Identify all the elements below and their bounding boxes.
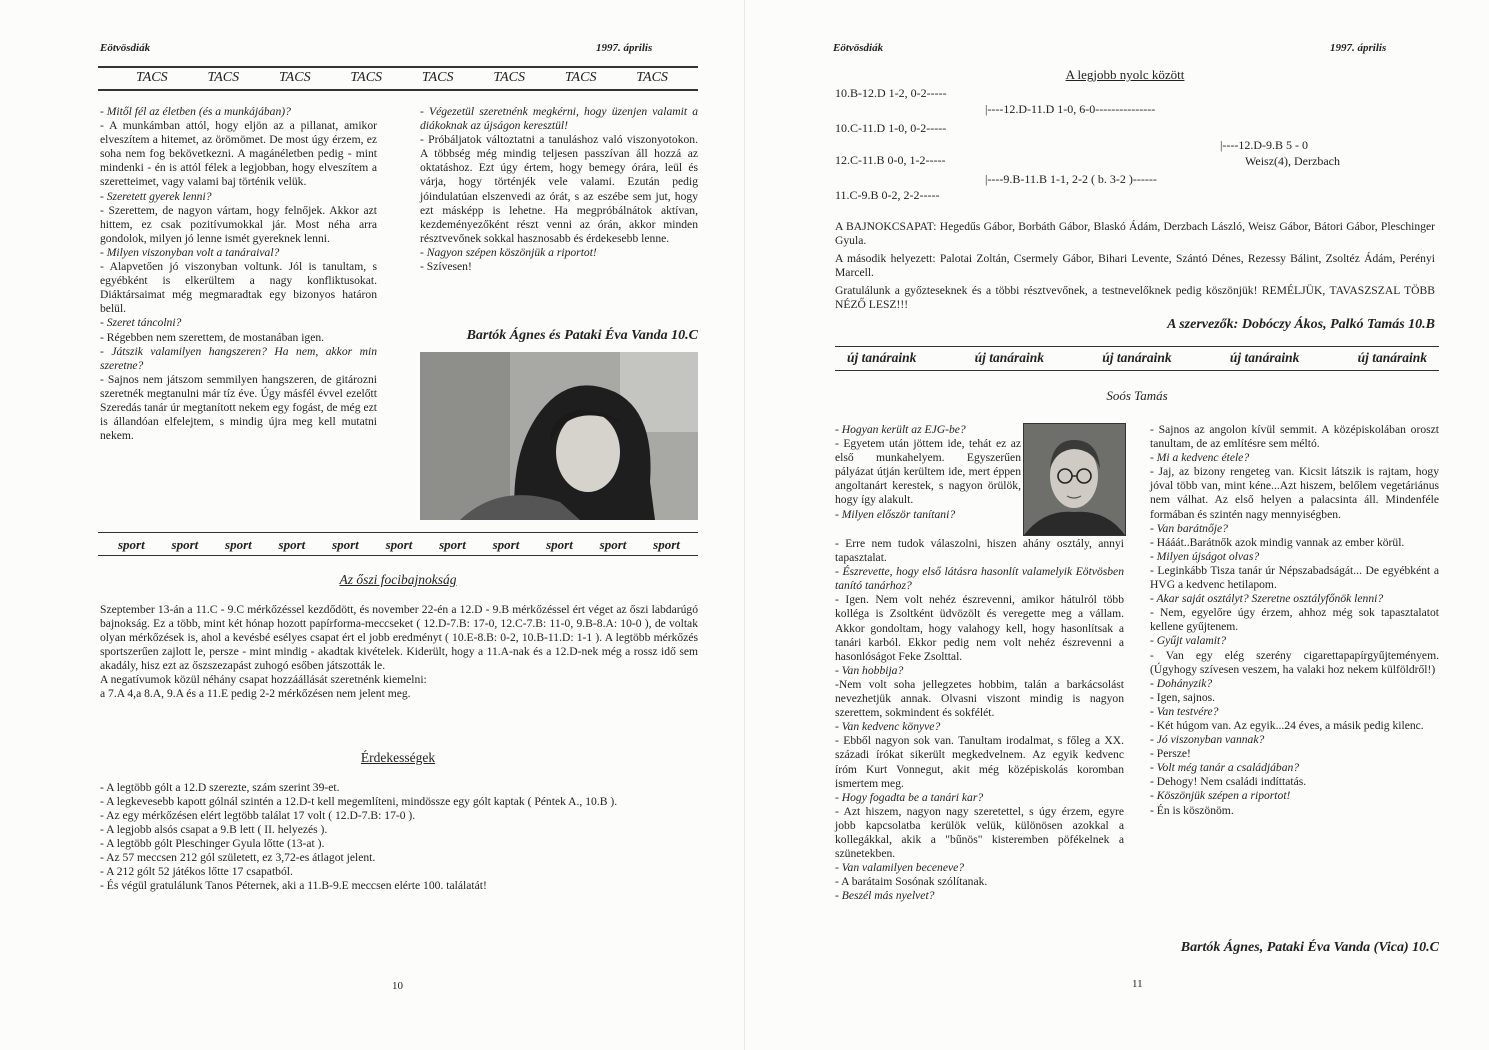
fact-item: - A legtöbb gólt a 12.D szerezte, szám szerint 39-et. <box>100 781 340 794</box>
interview-question: - Köszönjük szépen a riportot! <box>1150 789 1291 803</box>
fact-item: - Az 57 meccsen 212 gól született, ez 3,72-es átlagot jelent. <box>100 851 376 864</box>
bracket-qf-1: 10.B-12.D 1-2, 0-2----- <box>835 86 947 100</box>
teachers-banner-item: új tanáraink <box>974 350 1045 365</box>
left-page <box>0 0 744 1050</box>
interview-answer: - Nem, egyelőre úgy érzem, ahhoz még sok tapasztalatot kellene gyűjtenem. <box>1150 606 1439 634</box>
interview-question: - Milyen újságot olvas? <box>1150 549 1260 563</box>
interview-question: - Van kedvenc könyve? <box>835 720 941 734</box>
fact-item: - A legjobb alsós csapat a 9.B lett ( II. helyezés ). <box>100 823 328 836</box>
teacher-name: Soós Tamás <box>1106 388 1168 403</box>
sport-banner-item: sport <box>599 537 627 552</box>
sport-banner-item: sport <box>385 537 413 552</box>
interview-question: - Milyen viszonyban volt a tanáraival? <box>100 245 280 259</box>
interview-column-2 <box>1150 423 1439 818</box>
interview-question: - Milyen először tanítani? <box>835 507 956 521</box>
interview-column-1 <box>835 537 1124 903</box>
tacs-banner-item: TACS <box>207 70 240 85</box>
header-rule <box>98 66 698 68</box>
interview-question: - Jó viszonyban vannak? <box>1150 733 1265 747</box>
interview-question: - Akar saját osztályt? Szeretne osztályfőnök lenni? <box>1150 592 1384 606</box>
bracket-title: A legjobb nyolc között <box>1065 67 1185 82</box>
sport-banner-item: sport <box>653 537 680 552</box>
interview-signature: Bartók Ágnes és Pataki Éva Vanda 10.C <box>466 328 698 343</box>
interview-question: - Van valamilyen beceneve? <box>835 861 965 875</box>
teachers-rule-top <box>835 346 1439 347</box>
interview-signature: Bartók Ágnes, Pataki Éva Vanda (Vica) 10.C <box>1180 940 1439 955</box>
tacs-banner-item: TACS <box>636 70 668 85</box>
bracket-sf-2: |----9.B-11.B 1-1, 2-2 ( b. 3-2 )------ <box>985 172 1157 186</box>
interview-photo <box>420 352 698 520</box>
interview-answer: - Azt hiszem, nagyon nagy szeretettel, s úgy érzem, egyre jobb kapcsolatba kerülök velük, különösen azokkal a kollegákkal, akik a "bűnös" kisteremben pöfékelnek a szünetekben. <box>835 804 1124 861</box>
interview-question: - Gyűjt valamit? <box>1150 634 1226 648</box>
interview-answer: -Nem volt soha jellegzetes hobbim, talán a barkácsolást nevezhetjük annak. Olvasni viszont mindig is nagyon szerettem, sokmindent és sokfélét. <box>835 677 1124 720</box>
tacs-banner <box>136 70 668 86</box>
interview-answer: - Két húgom van. Az egyik...24 éves, a másik pedig kilenc. <box>1150 718 1424 732</box>
congratulations: Gratulálunk a győzteseknek és a többi résztvevőnek, a testnevelőknek pedig köszönjük! REMÉLJÜK, TAVASZSZAL TÖBB NÉZŐ LESZ!!! <box>835 284 1435 311</box>
teachers-banner-item: új tanáraink <box>1102 350 1172 365</box>
new-teachers-banner <box>847 350 1427 366</box>
teacher-portrait-image <box>1024 424 1125 535</box>
interview-question: - Mi a kedvenc étele? <box>1150 451 1250 465</box>
interview-answer: - Régebben nem szerettem, de mostanában igen. <box>100 330 325 344</box>
interview-question: - Nagyon szépen köszönjük a riportot! <box>420 245 597 259</box>
interview-column-2 <box>420 105 698 274</box>
interview-question: - Beszél más nyelvet? <box>835 889 935 903</box>
interview-answer: - Szerettem, de nagyon vártam, hogy felnőjek. Akkor azt hittem, ez csak pozitívumokkal jár. Most néha arra gondolok, milyen jó lenne ismét gyereknek lenni. <box>100 203 377 245</box>
interview-answer: - Ebből nagyon sok van. Tanultam irodalmat, s főleg a XX. századi írókat sikerült megkedvelnem. Az egyik kedvenc íróm Kurt Vonnegut, akit még középiskolás koromban ismertem meg. <box>835 734 1124 790</box>
interview-question: - Hogy fogadta be a tanári kar? <box>835 790 984 804</box>
interview-question: - Van testvére? <box>1150 704 1219 718</box>
facts-title: Érdekességek <box>360 750 436 765</box>
interview-answer: - Hááát..Barátnők azok mindig vannak az ember körül. <box>1150 535 1405 549</box>
interview-answer: - Erre nem tudok válaszolni, hiszen ahány osztály, annyi tapasztalat. <box>835 537 1124 565</box>
interview-question: - Dohányzik? <box>1150 676 1213 690</box>
sport-banner-item: sport <box>492 537 520 552</box>
interview-question: - Hogyan került az EJG-be? <box>835 423 966 436</box>
header-date: 1997. április <box>1330 42 1387 54</box>
interview-intro <box>835 423 1021 522</box>
tacs-banner-item: TACS <box>278 70 311 85</box>
bracket-sf-1: |----12.D-11.D 1-0, 6-0--------------- <box>985 102 1156 116</box>
interview-answer: - Próbáljatok változtatni a tanuláshoz való viszonyotokon. A többség még mindig teljesen passzívan áll hozzá az oktatáshoz. Ezt úgy értem, hogy bemegy órára, leül és várja, hogy történjék vele valami. Ezután pedig jóindulatúan elszenvedi az órát, s az eszébe sem jut, hogy ezt másképp is lehetne. Ha megpróbálnátok aktívan, kezdeményezőként részt venni az órán, akkor minden résztvevőnek sokkal hasznosabb és érdekesebb lenne. <box>420 133 698 245</box>
sport-rule-top <box>98 532 698 533</box>
sport-banner-item: sport <box>278 537 306 552</box>
interview-question: - Van barátnője? <box>1150 521 1228 535</box>
interview-answer: - Szívesen! <box>420 260 472 274</box>
tacs-rule <box>98 89 698 91</box>
header-publication: Eötvösdiák <box>100 42 151 54</box>
page-number-left: 10 <box>392 980 403 992</box>
sport-rule-bottom <box>98 555 698 556</box>
sport-banner-item: sport <box>439 537 466 552</box>
fact-item: - És végül gratulálunk Tanos Péternek, aki a 11.B-9.E meccsen elérte 100. találatát! <box>100 879 487 892</box>
interview-answer: - A barátaim Sosónak szólítanak. <box>835 875 988 889</box>
interview-question: - Játszik valamilyen hangszeren? Ha nem, akkor min szeretne? <box>100 344 377 372</box>
sport-banner-item: sport <box>118 537 145 552</box>
football-article <box>100 603 698 701</box>
football-paragraph: a 7.A 4,a 8.A, 9.A és a 11.E pedig 2-2 mérkőzésen nem jelent meg. <box>100 687 411 700</box>
tacs-banner-item: TACS <box>350 70 383 85</box>
sport-banner-item: sport <box>546 537 573 552</box>
page-number-right: 11 <box>1132 978 1143 990</box>
interview-answer: - Persze! <box>1150 747 1191 761</box>
teachers-banner-item: új tanáraink <box>1357 350 1427 365</box>
interview-answer: - Sajnos nem játszom semmilyen hangszeren, de gitározni szeretnék megtanulni már tíz éve. Úgy másfél évvel ezelőtt Szeredás tanár úr megtanított nekem egy fogást, de még ezt is állandóan elfelejtem, s mindig újra meg kell mutatni nekem. <box>100 372 377 443</box>
interview-question: - Szeret táncolni? <box>100 316 182 330</box>
interview-answer: - Jaj, az bizony rengeteg van. Kicsit látszik is rajtam, hogy jóval több van, mint kéne...Azt hiszem, belőlem vegetáriánus nem válhat. Az első helyen a palacsinta áll. Mindenféle formában és szintén nagy mennyiségben. <box>1150 465 1439 521</box>
interview-answer: - A munkámban attól, hogy eljön az a pillanat, amikor elveszítem a hitemet, az örömömet. De most úgy érzem, ez soha nem fog bekövetkezni. A magánéletben pedig - mint mindenki - én is attól félek a legjobban, hogy elveszítem a szeretteimet, vagy valami baj történik velük. <box>100 119 377 189</box>
interview-question: - Mitől fél az életben (és a munkájában)? <box>100 105 291 118</box>
fact-item: - Az egy mérkőzésen elért legtöbb találat 17 volt ( 12.D-7.B: 17-0 ). <box>100 809 416 822</box>
fact-item: - A legkevesebb kapott gólnál szintén a 12.D-t kell megemlíteni, mindössze egy gólt kaptak ( Péntek A., 10.B ). <box>100 795 618 808</box>
interview-answer: - Igen. Nem volt nehéz észrevenni, amikor hátulról több kolléga is Zsoltként üdvözölt és veregette meg a vállam. Akkor gondoltam, hogy valahogy kell, hogy hasonlítsak a tanári karból. Ekkor pedig nem volt nehéz észrevenni a hasonlóságot Feke Zsolttal. <box>835 593 1124 663</box>
right-page <box>745 0 1489 1050</box>
interview-question: - Van hobbija? <box>835 663 904 677</box>
teachers-rule-bottom <box>835 370 1439 371</box>
champion-team: A BAJNOKCSAPAT: Hegedűs Gábor, Borbáth Gábor, Blaskó Ádám, Derzbach László, Weisz Gábor, Bátori Gábor, Pleschinger Gyula. <box>835 220 1435 247</box>
portrait-image <box>420 352 698 520</box>
interview-answer: - Alapvetően jó viszonyban voltunk. Jól is tanultam, s egyébként is elkerültem a nagy konfliktusokat. Diáktársaimat még megmaradtak egy bizonyos határon belül. <box>100 260 377 316</box>
fact-item: - A 212 gólt 52 játékos lőtte 17 csapatból. <box>100 865 293 878</box>
interview-answer: - Igen, sajnos. <box>1150 690 1216 704</box>
football-paragraph: Szeptember 13-án a 11.C - 9.C mérkőzéssel kezdődött, és november 22-én a 12.D - 9.B mérkőzéssel ért véget az őszi labdarúgó bajnokság. Ez a több, mint két hónap hozott papírforma-meccseket ( 12.D-7.B: 17-0, 12.C-7.B: 11-0, 9.B-8.A: 10-0 ), de voltak olyan mérkőzések is, ahol a kevésbé esélyes csapat ért el jobb eredményt ( 10.E-8.B: 0-2, 10.B-11.D: 1-1 ). A legtöbb mérkőzés sportszerűen zajlott le, persze - mint mindig - akadtak kivételek. Kiderült, hogy a 11.A-nak és a 12.D-nek még a rossz idő sem akadály, hisz ezt az őszszezapást zuhogó esőben játszották le. <box>100 603 698 672</box>
teachers-banner-item: új tanáraink <box>1229 350 1300 365</box>
sport-banner <box>118 537 680 553</box>
sport-banner-item: sport <box>225 537 252 552</box>
football-paragraph: A negatívumok közül néhány csapat hozzáállását szeretnénk kiemelni: <box>100 673 427 686</box>
sport-banner-item: sport <box>171 537 199 552</box>
facts-list <box>100 781 698 893</box>
interview-answer: - Leginkább Tisza tanár úr Népszabadságát... De egyébként a HVG a kedvenc hetilapom. <box>1150 563 1439 592</box>
interview-answer: - Egyetem után jöttem ide, tehát ez az első munkahelyem. Egyszerűen pályázat útján kerültem ide, mert éppen angoltanárt kerestek, s nagyon örülök, hogy így alakult. <box>835 437 1021 507</box>
teachers-banner-item: új tanáraink <box>847 350 917 365</box>
interview-question: - Volt még tanár a családjában? <box>1150 761 1300 775</box>
header-date: 1997. április <box>596 42 653 54</box>
bracket-qf-2: 10.C-11.D 1-0, 0-2----- <box>835 121 947 135</box>
interview-question: - Észrevette, hogy első látásra hasonlít valamelyik Eötvösben tanító tanárhoz? <box>835 565 1124 593</box>
tacs-banner-item: TACS <box>421 70 454 85</box>
interview-question: - Szeretett gyerek lenni? <box>100 189 212 203</box>
bracket-qf-4: 11.C-9.B 0-2, 2-2----- <box>835 188 940 202</box>
football-title: Az őszi focibajnokság <box>339 572 457 587</box>
tacs-banner-item: TACS <box>493 70 525 85</box>
bracket-final-scorers: Weisz(4), Derzbach <box>1245 154 1340 168</box>
tacs-banner-item: TACS <box>136 70 168 85</box>
bracket-qf-3: 12.C-11.B 0-0, 1-2----- <box>835 153 946 167</box>
interview-answer: - Én is köszönöm. <box>1150 803 1234 817</box>
tacs-banner-item: TACS <box>564 70 597 85</box>
interview-column-1 <box>100 105 377 443</box>
second-place-team: A második helyezett: Palotai Zoltán, Csermely Gábor, Bihari Levente, Szántó Dénes, Rezessy Bálint, Zsoltéz Ádám, Perényi Marcell. <box>835 252 1435 279</box>
teacher-photo <box>1023 423 1126 536</box>
interview-answer: - Dehogy! Nem családi indíttatás. <box>1150 775 1307 789</box>
interview-question: - Végezetül szeretnénk megkérni, hogy üzenjen valamit a diákoknak az újságon keresztül! <box>420 105 698 133</box>
interview-answer: - Van egy elég szerény cigarettapapírgyűjteményem. (Úgyhogy szívesen veszem, ha valaki hoz nekem külföldről!) <box>1150 648 1439 676</box>
header-publication: Eötvösdiák <box>833 42 884 54</box>
sport-banner-item: sport <box>332 537 359 552</box>
organizers-signature: A szervezők: Dobóczy Ákos, Palkó Tamás 10.B <box>1167 317 1435 332</box>
fact-item: - A legtöbb gólt Pleschinger Gyula lőtte (13-at ). <box>100 837 325 850</box>
bracket-final: |----12.D-9.B 5 - 0 <box>1220 138 1309 152</box>
interview-answer: - Sajnos az angolon kívül semmit. A középiskolában oroszt tanultam, de az említésre sem méltó. <box>1150 423 1439 451</box>
